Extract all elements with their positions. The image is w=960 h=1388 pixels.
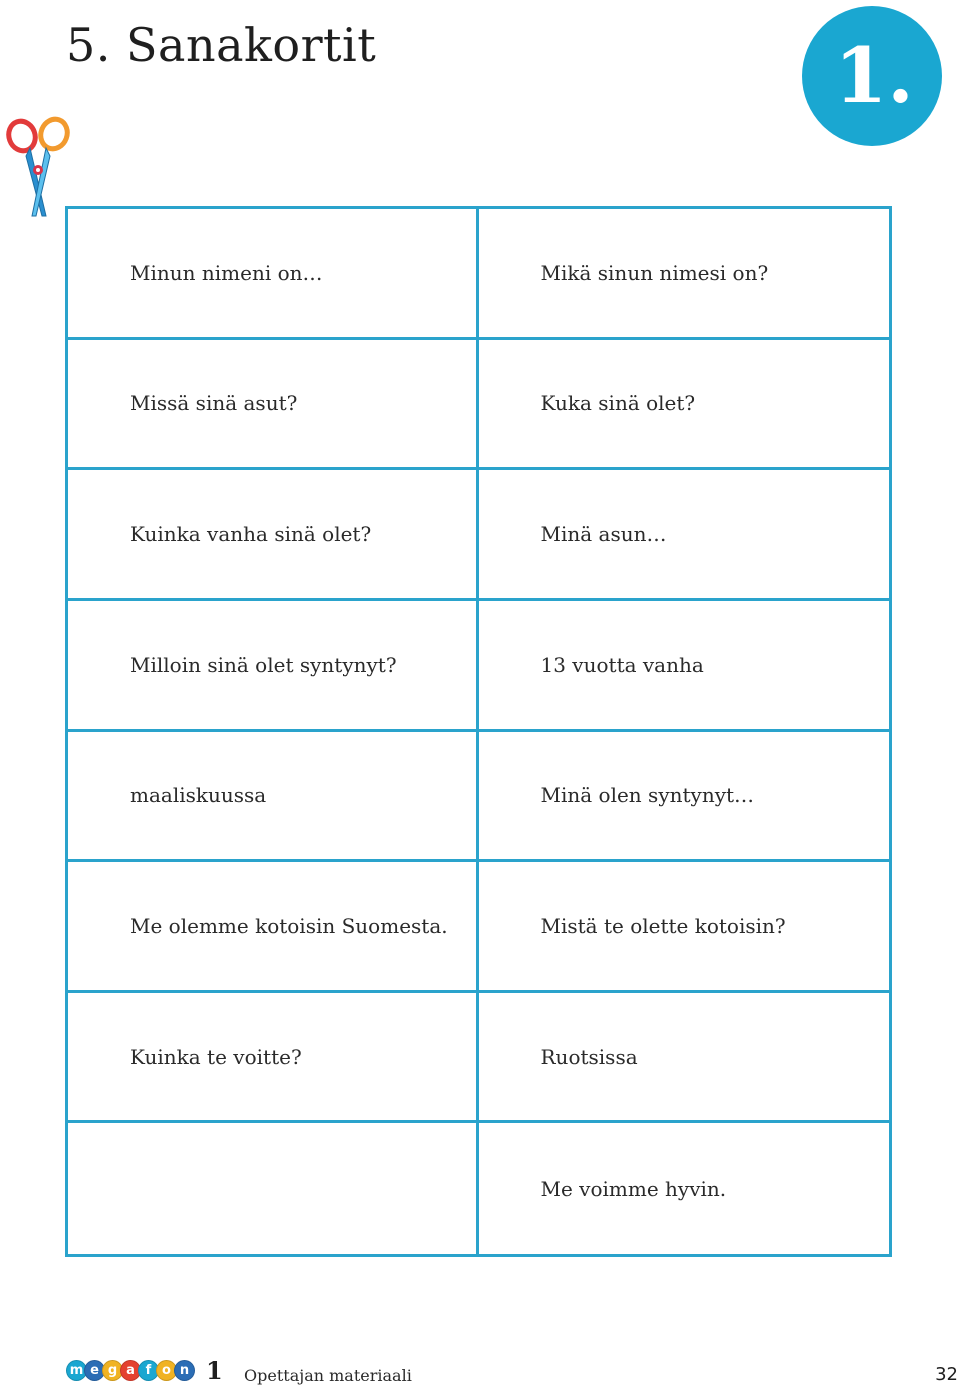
word-card-empty xyxy=(68,1123,479,1254)
word-card: Kuinka te voitte? xyxy=(68,993,479,1124)
logo-letter: m xyxy=(66,1360,87,1381)
word-card: Mikä sinun nimesi on? xyxy=(479,209,890,340)
word-card: Minä olen syntynyt… xyxy=(479,732,890,863)
logo-letter: a xyxy=(120,1360,141,1381)
word-card: Me olemme kotoisin Suomesta. xyxy=(68,862,479,993)
word-card: Kuinka vanha sinä olet? xyxy=(68,470,479,601)
scissors-icon xyxy=(2,116,74,220)
word-card: Kuka sinä olet? xyxy=(479,340,890,471)
word-card: Ruotsissa xyxy=(479,993,890,1124)
logo-volume-number: 1 xyxy=(206,1355,223,1385)
logo-letter: f xyxy=(138,1360,159,1381)
page-footer xyxy=(0,1356,960,1388)
page-title: 5. Sanakortit xyxy=(66,18,377,72)
word-card: Milloin sinä olet syntynyt? xyxy=(68,601,479,732)
word-card: Missä sinä asut? xyxy=(68,340,479,471)
word-card: maaliskuussa xyxy=(68,732,479,863)
word-card: Minun nimeni on… xyxy=(68,209,479,340)
logo-letter: n xyxy=(174,1360,195,1381)
word-card: Mistä te olette kotoisin? xyxy=(479,862,890,993)
megafon-logo xyxy=(66,1355,223,1385)
word-card-grid xyxy=(65,206,892,1257)
word-card: Minä asun… xyxy=(479,470,890,601)
chapter-badge: 1. xyxy=(802,6,942,146)
logo-letter: g xyxy=(102,1360,123,1381)
footer-label: Opettajan materiaali xyxy=(244,1366,412,1385)
word-card: 13 vuotta vanha xyxy=(479,601,890,732)
word-card: Me voimme hyvin. xyxy=(540,1176,727,1201)
page-number: 32 xyxy=(935,1364,958,1385)
logo-letter: o xyxy=(156,1360,177,1381)
logo-letter: e xyxy=(84,1360,105,1381)
